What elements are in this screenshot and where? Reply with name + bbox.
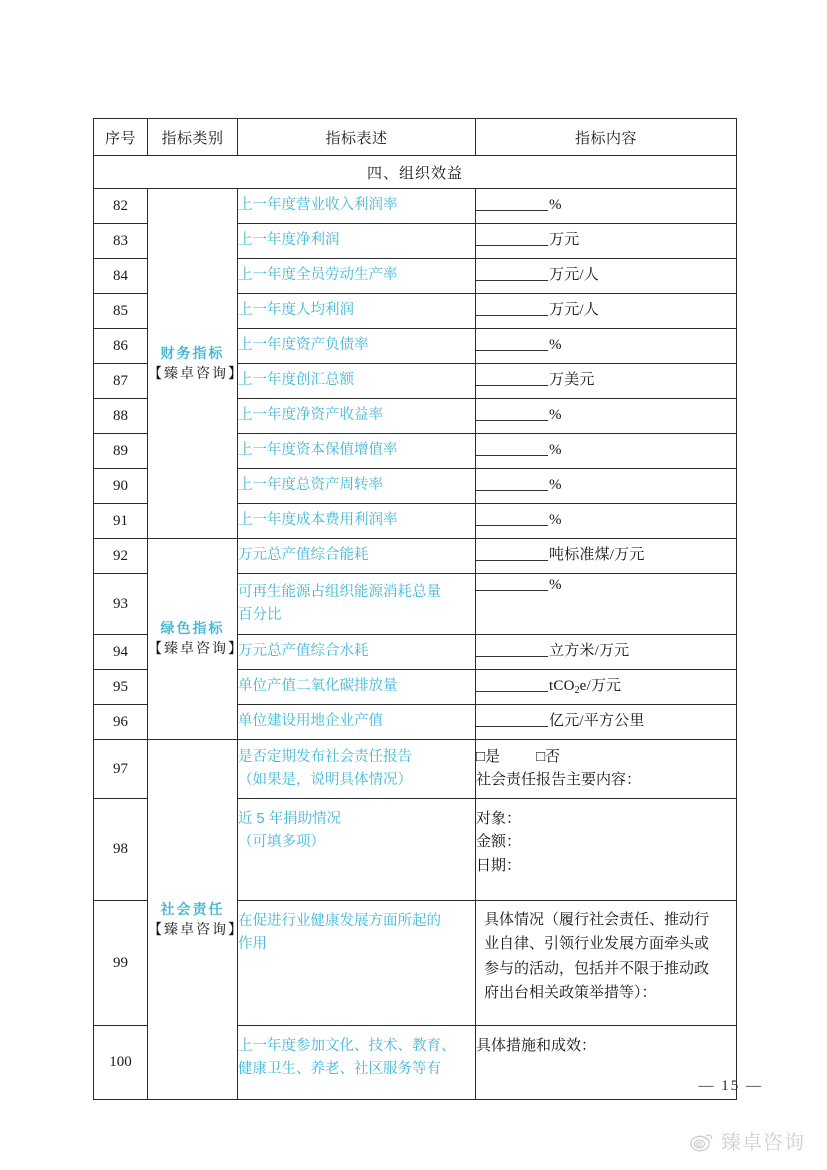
row-number: 84: [94, 259, 148, 294]
content-line: 府出台相关政策举措等）：: [484, 984, 657, 1001]
row-content: [476, 705, 737, 740]
category-mark: 【臻卓咨询】: [148, 366, 244, 382]
row-description: [238, 635, 476, 670]
description-line: 上一年度资本保值增值率: [238, 442, 398, 459]
row-description: [238, 399, 476, 434]
row-number: 89: [94, 434, 148, 469]
fill-blank[interactable]: [476, 350, 548, 351]
row-number: 90: [94, 469, 148, 504]
description-line: 单位建设用地企业产值: [238, 713, 383, 730]
row-number: 96: [94, 705, 148, 740]
section-title: 四、组织效益: [94, 156, 737, 189]
row-content: [476, 504, 737, 539]
row-description: [238, 364, 476, 399]
description-line: 上一年度创汇总额: [238, 372, 354, 389]
weibo-eye-icon: [689, 1130, 715, 1152]
row-number: 85: [94, 294, 148, 329]
fill-blank[interactable]: [476, 525, 548, 526]
fill-blank[interactable]: [476, 726, 548, 727]
row-description: [238, 469, 476, 504]
row-description: [238, 670, 476, 705]
row-number: 95: [94, 670, 148, 705]
row-number: 93: [94, 574, 148, 635]
unit-label: 万元: [549, 232, 580, 249]
row-content: [476, 1026, 737, 1100]
watermark-text: 臻卓咨询: [721, 1132, 805, 1154]
table-row: [94, 539, 737, 574]
fill-blank[interactable]: [476, 315, 548, 316]
row-description: [238, 329, 476, 364]
fill-blank[interactable]: [476, 455, 548, 456]
header-cell-no: 序号: [94, 119, 148, 156]
content-line: 参与的活动，包括并不限于推动政: [484, 960, 710, 977]
description-line: 上一年度全员劳动生产率: [238, 267, 398, 284]
fill-blank[interactable]: [476, 656, 548, 657]
fill-blank[interactable]: [476, 490, 548, 491]
row-number: 83: [94, 224, 148, 259]
unit-label: %: [549, 577, 562, 593]
row-content: [476, 901, 737, 1026]
unit-subscript: 2: [574, 685, 580, 697]
fill-blank[interactable]: [476, 420, 548, 421]
content-line: 金额：: [476, 834, 522, 851]
table-row: [94, 189, 737, 224]
category-name: 绿色指标: [160, 620, 225, 636]
row-content: [476, 224, 737, 259]
content-line: 具体措施和成效：: [476, 1038, 597, 1054]
row-description: [238, 1026, 476, 1100]
row-content: [476, 469, 737, 504]
description-line: 可再生能源占组织能源消耗总量: [238, 583, 441, 600]
unit-label: 万元/人: [549, 302, 599, 319]
description-line: 作用: [238, 936, 267, 953]
content-line: 业自律、引领行业发展方面牵头或: [484, 936, 710, 953]
fill-blank[interactable]: [476, 210, 548, 211]
unit-label: 万美元: [549, 372, 595, 389]
description-line: 是否定期发布社会责任报告: [238, 748, 412, 765]
row-description: [238, 189, 476, 224]
unit-label: %: [549, 477, 562, 494]
category-mark: 【臻卓咨询】: [148, 642, 244, 657]
row-description: [238, 539, 476, 574]
row-description: [238, 740, 476, 799]
unit-label: %: [549, 337, 562, 354]
unit-label-prefix: tCO: [549, 678, 575, 695]
checkbox-no[interactable]: □否: [536, 748, 561, 765]
unit-label: 万元/人: [549, 267, 599, 284]
category-name: 社会责任: [160, 900, 225, 917]
description-line: 上一年度总资产周转率: [238, 477, 383, 494]
description-line: 万元总产值综合水耗: [238, 643, 369, 660]
row-number: 87: [94, 364, 148, 399]
row-description: [238, 799, 476, 901]
unit-label: 吨标准煤/万元: [549, 547, 645, 564]
content-line: 社会责任报告主要内容：: [476, 772, 642, 788]
indicator-table: [93, 118, 737, 1100]
description-line: 上一年度净资产收益率: [238, 407, 383, 424]
fill-blank[interactable]: [476, 280, 548, 281]
watermark: [689, 1126, 805, 1155]
row-number: 92: [94, 539, 148, 574]
row-content: [476, 364, 737, 399]
indicator-table-wrapper: [93, 118, 736, 1100]
unit-label: %: [549, 407, 562, 424]
description-line: 上一年度营业收入利润率: [238, 197, 398, 214]
row-number: 86: [94, 329, 148, 364]
row-content: [476, 740, 737, 799]
row-description: [238, 434, 476, 469]
category-name: 财务指标: [160, 344, 225, 361]
table-row: [94, 740, 737, 799]
description-line: 上一年度人均利润: [238, 302, 354, 319]
unit-label-suffix: e/万元: [579, 678, 622, 695]
row-content: [476, 329, 737, 364]
row-number: 88: [94, 399, 148, 434]
row-content: [476, 799, 737, 901]
row-number: 97: [94, 740, 148, 799]
row-content: [476, 294, 737, 329]
fill-blank[interactable]: [476, 560, 548, 561]
row-content: [476, 399, 737, 434]
checkbox-row: [476, 746, 736, 769]
content-line: 具体情况（履行社会责任、推动行: [484, 912, 710, 928]
category-cell-financial: [148, 189, 244, 539]
row-description: [238, 224, 476, 259]
section-title-row: [94, 156, 737, 189]
fill-blank[interactable]: [476, 385, 548, 386]
row-number: 100: [94, 1026, 148, 1100]
header-cell-category: 指标类别: [148, 119, 238, 156]
unit-label: %: [549, 197, 562, 214]
unit-label: 立方米/万元: [549, 643, 630, 660]
checkbox-yes[interactable]: □是: [476, 748, 501, 765]
row-description: [238, 294, 476, 329]
row-number: 94: [94, 635, 148, 670]
row-content: [476, 189, 737, 224]
description-line: 上一年度资产负债率: [238, 337, 369, 354]
row-number: 98: [94, 799, 148, 901]
description-line: 百分比: [238, 607, 282, 623]
fill-blank[interactable]: [476, 691, 548, 692]
unit-label: 亿元/平方公里: [549, 713, 645, 730]
category-cell-green: [148, 539, 244, 740]
row-number: 82: [94, 189, 148, 224]
row-content: [476, 434, 737, 469]
fill-blank[interactable]: [476, 590, 548, 591]
row-number: 91: [94, 504, 148, 539]
row-description: [238, 574, 476, 635]
header-cell-content: 指标内容: [476, 119, 737, 156]
content-line: 日期：: [476, 857, 522, 874]
row-description: [238, 504, 476, 539]
description-line: 健康卫生、养老、社区服务等有: [238, 1061, 441, 1078]
fill-blank[interactable]: [476, 245, 548, 246]
row-description: [238, 705, 476, 740]
header-cell-description: 指标表述: [238, 119, 476, 156]
description-line: （如果是，说明具体情况）: [238, 772, 412, 788]
table-header-row: [94, 119, 737, 156]
description-line: 上一年度参加文化、技术、教育、: [238, 1038, 456, 1054]
category-mark: 【臻卓咨询】: [148, 922, 244, 938]
description-line: 在促进行业健康发展方面所起的: [238, 913, 441, 929]
category-cell-social: [148, 740, 244, 1100]
description-line: 上一年度净利润: [238, 232, 340, 249]
row-description: [238, 259, 476, 294]
row-content: [476, 635, 737, 670]
description-line: 单位产值二氧化碳排放量: [238, 678, 398, 695]
row-description: [238, 901, 476, 1026]
row-number: 99: [94, 901, 148, 1026]
description-line: 上一年度成本费用利润率: [238, 512, 398, 529]
unit-label: %: [549, 442, 562, 459]
row-content: [476, 670, 737, 705]
page-number: — 15 —: [698, 1078, 763, 1094]
description-line: 万元总产值综合能耗: [238, 547, 369, 564]
unit-label: %: [549, 512, 562, 529]
description-line: 近 5 年捐助情况: [238, 811, 342, 827]
row-content: [476, 539, 737, 574]
description-line: （可填多项）: [238, 834, 325, 851]
content-line: 对象：: [476, 811, 522, 827]
row-content: [476, 574, 737, 635]
row-content: [476, 259, 737, 294]
